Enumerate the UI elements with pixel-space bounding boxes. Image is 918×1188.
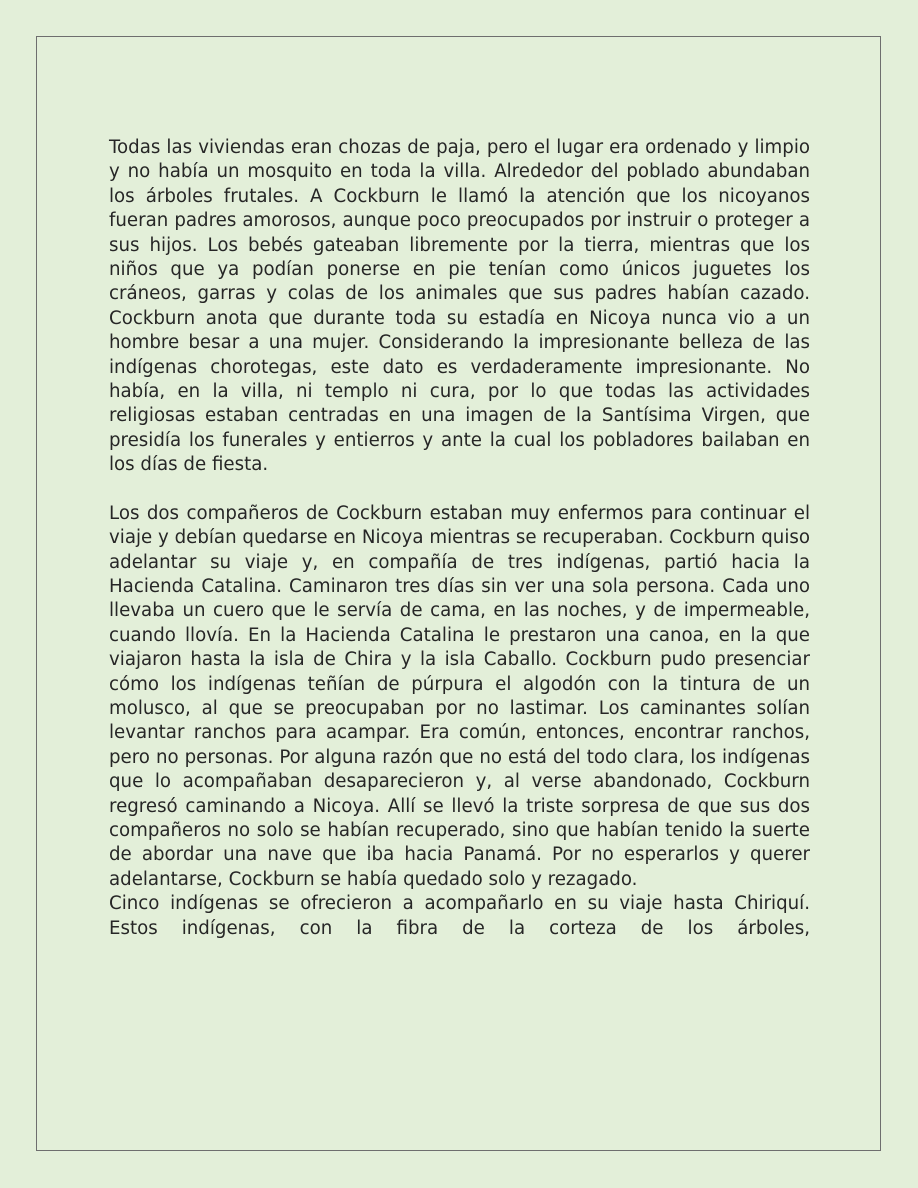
paragraph-villa-description: Todas las viviendas eran chozas de paja, pero el lugar era ordenado y limpio y no había un mosquito en toda la villa. Alrededor del poblado abundaban los árboles frutales. A Cockburn le llamó la atención que los nicoyanos fueran padres amorosos, aunque poco preocupados por instruir o proteger a sus hijos. Los bebés gateaban libremente por la tierra, mientras que los niños que ya podían ponerse en pie tenían como únicos juguetes los cráneos, garras y colas de los animales que sus padres habían cazado. Cockburn anota que durante toda su estadía en Nicoya nunca vio a un hombre besar a una mujer. Considerando la impresionante belleza de las indígenas chorotegas, este dato es verdaderamente impresionante. No había, en la villa, ni templo ni cura, por lo que todas las actividades religiosas estaban centradas en una imagen de la Santísima Virgen, que presidía los funerales y entierros y ante la cual los pobladores bailaban en los días de fiesta. <box>109 137 810 476</box>
body-text <box>109 136 810 941</box>
paragraph-journey-catalina: Los dos compañeros de Cockburn estaban muy enfermos para continuar el viaje y debían quedarse en Nicoya mientras se recuperaban. Cockburn quiso adelantar su viaje y, en compañía de tres indígenas, partió hacia la Hacienda Catalina. Caminaron tres días sin ver una sola persona. Cada uno llevaba un cuero que le servía de cama, en las noches, y de impermeable, cuando llovía. En la Hacienda Catalina le prestaron una canoa, en la que viajaron hasta la isla de Chira y la isla Caballo. Cockburn pudo presenciar cómo los indígenas teñían de púrpura el algodón con la tintura de un molusco, al que se preocupaban por no lastimar. Los caminantes solían levantar ranchos para acampar. Era común, entonces, encontrar ranchos, pero no personas. Por alguna razón que no está del todo clara, los indígenas que lo acompañaban desaparecieron y, al verse abandonado, Cockburn regresó caminando a Nicoya. Allí se llevó la triste sorpresa de que sus dos compañeros no solo se habían recuperado, sino que habían tenido la suerte de abordar una nave que iba hacia Panamá. Por no esperarlos y querer adelantarse, Cockburn se había quedado solo y rezagado. <box>109 502 810 890</box>
paragraph-chiriqui: Cinco indígenas se ofrecieron a acompañarlo en su viaje hasta Chiriquí. Estos indígenas, con la fibra de la corteza de los árboles, <box>109 893 810 939</box>
